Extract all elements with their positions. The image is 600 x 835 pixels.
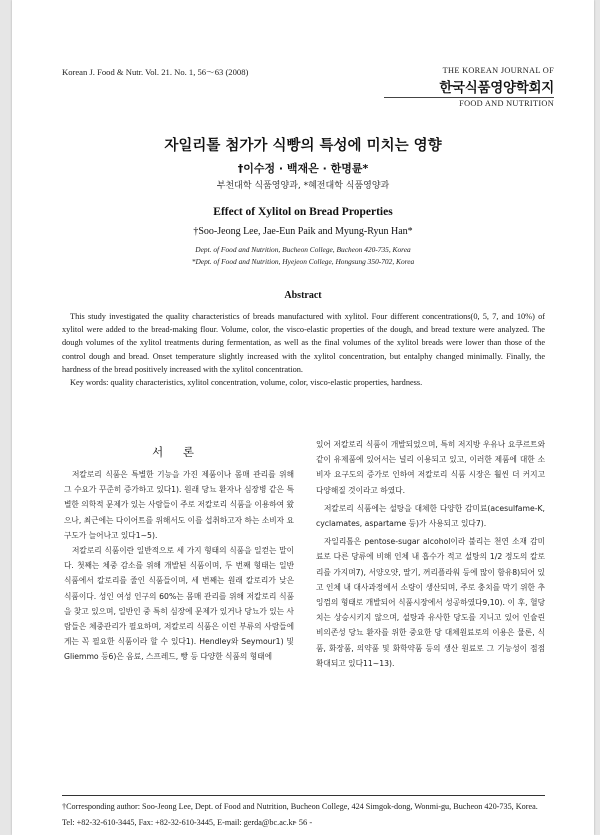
journal-name-en-bottom: FOOD AND NUTRITION — [384, 97, 554, 108]
affiliation-english-2: *Dept. of Food and Nutrition, Hyejeon College, Hongsung 350-702, Korea — [191, 257, 415, 266]
authors-english: †Soo-Jeong Lee, Jae-Eun Paik and Myung-Ryun Han* — [193, 226, 413, 237]
paragraph: 자일리톨은 pentose-sugar alcohol이라 불리는 천연 소재 감미료로 다른 당류에 비해 인체 내 흡수가 적고 설탕의 1/2 정도의 칼로리를 가지며7), 서양오얏, 딸기, 꺼리플라워 등에 많이 함유8)되어 있고 인체 내 대사과정에서 소량이 생산되며, 주로 충치를 막기 위한 추잉껌의 형태로 개발되어 식품시장에서 성공하였다9,10). 이 후, 혈당치는 상승시키지 않으며, 설탕과 유사한 당도를 지니고 있어 인슐린 비의존성 당뇨 환자를 위한 중요한 당 대체원료로의 이용은 물론, 식품, 화장품, 의약품 및 화학약품 등의 생산 원료로 그 기능성이 점점 확대되고 있다11~13). — [316, 537, 545, 668]
paragraph: 저칼로리 식품에는 설탕을 대체한 다양한 감미료(acesulfame-K, cyclamates, aspartame 등)가 사용되고 있다7). — [316, 503, 545, 529]
journal-citation: Korean J. Food & Nutr. Vol. 21. No. 1, 56～63 (2008) — [62, 67, 249, 77]
paragraph: 있어 저칼로리 식품이 개발되었으며, 특히 저지방 우유나 요쿠르트와 같이 유제품에 있어서는 널리 이용되고 있고, 이러한 제품에 대한 소비자 요구도의 증가로 인하여 저칼로리 식품 시장은 훨씬 더 커지고 다양해질 것이라고 하였다. — [316, 440, 545, 495]
journal-name-en-top: THE KOREAN JOURNAL OF — [442, 66, 554, 75]
affiliations-korean: 부천대학 식품영양과, *혜전대학 식품영양과 — [216, 181, 390, 191]
authors-korean: †이수정 · 백재은 · 한명륜* — [237, 162, 369, 175]
contact-info: Tel: +82-32-610-3445, Fax: +82-32-610-3445, E-mail: gerda@bc.ac.kr — [62, 818, 296, 827]
journal-name-ko: 한국식품영양학회지 — [439, 80, 554, 96]
abstract-heading: Abstract — [284, 290, 322, 301]
body-column-right — [316, 437, 545, 671]
page-number: - 56 - — [293, 817, 313, 827]
paragraph: 저칼로리 식품이란 일반적으로 세 가지 형태의 식품을 일컫는 말이다. 첫째는 체중 감소를 위해 개발된 식품이며, 두 번째 형태는 일반 식품에서 칼로리를 줄인 식품들이며, 세 번째는 원래 칼로리가 낮은 식품이다. 성인 여성 인구의 60%는 몸매 관리를 위해 저칼로리 식품을 찾고 있으며, 일반인 중 특히 심장에 문제가 있거나 당뇨가 있는 사람들은 체중관리가 필요하며, 저칼로리 식품은 이런 부류의 사람들에게는 꼭 필요한 식품이라 할 수 있다1). Hendley와 Seymour1) 및 Gliemmo 등6)은 음료, 스프레드, 빵 등 다양한 식품의 형태에 — [64, 546, 294, 662]
corresponding-author: †Corresponding author: Soo-Jeong Lee, Dept. of Food and Nutrition, Bucheon College, 424 Simgok-dong, Wonmi-gu, Bucheon 420-735, Korea. — [62, 802, 538, 811]
abstract-body — [62, 310, 545, 389]
affiliation-english-1: Dept. of Food and Nutrition, Bucheon College, Bucheon 420-735, Korea — [195, 245, 411, 254]
footnote-divider — [62, 795, 545, 796]
keywords: Key words: quality characteristics, xylitol concentration, volume, color, visco-elastic properties, hardness. — [70, 378, 423, 388]
journal-logo — [384, 66, 554, 108]
body-column-left — [64, 467, 294, 665]
title-english: Effect of Xylitol on Bread Properties — [213, 206, 393, 218]
paper-page — [12, 0, 594, 835]
section-heading-introduction: 서 론 — [152, 445, 202, 459]
paragraph: 저칼로리 식품은 특별한 기능을 가진 제품이나 몸매 관리를 위해 그 수요가 꾸준히 증가하고 있다1). 원래 당뇨 환자나 심장병 같은 특별한 의학적 문제가 있는 사람들이 주로 저칼로리 식품을 이용하여 왔으나, 최근에는 다이어트를 위해서도 이를 섭취하고자 하는 소비자 요구도가 늘어나고 있다1~5). — [64, 470, 294, 540]
abstract-text: This study investigated the quality characteristics of breads manufactured with xylitol. Four different concentrations(0, 5, 7, and 10%) of xylitol were added to the bread-making flour. Volume, color, the visco-elastic properties of the dough, and bread texture were analyzed. The dough volumes of the xylitol treatments during fermentation, as well as the final volumes of the xylitol breads were lower than those of the control dough and bread. Onset temperature slightly increased with the xylitol concentration, but entalphy changed minimally. Finally, the hardness of the bread positively increased with the xylitol concentration. — [62, 312, 545, 374]
title-korean: 자일리톨 첨가가 식빵의 특성에 미치는 영향 — [164, 138, 442, 154]
